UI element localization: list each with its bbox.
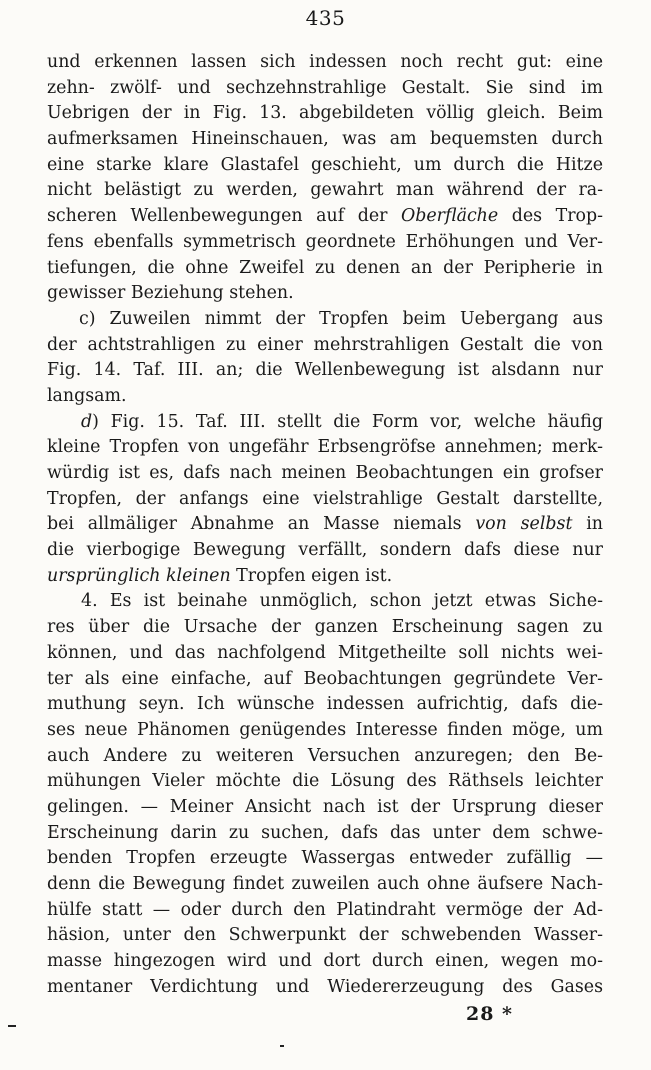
text-line <box>47 101 603 127</box>
text-line <box>47 744 603 770</box>
text-line <box>47 410 603 436</box>
text-segment: c) Zuweilen nimmt der Tropfen beim Uebergang aus <box>79 308 603 329</box>
text-segment: ter als eine einfache, auf Beobachtungen gegründete Ver- <box>47 668 603 689</box>
italic-text: Oberfläche <box>400 206 499 227</box>
text-line <box>47 76 603 102</box>
text-line <box>47 204 603 230</box>
text-line <box>47 923 603 949</box>
text-segment: langsam. <box>47 385 127 406</box>
scan-mark <box>8 1025 16 1027</box>
text-segment: gewisser Beziehung stehen. <box>47 283 294 304</box>
text-line <box>47 50 603 76</box>
text-line <box>47 692 603 718</box>
text-segment: der achtstrahligen zu einer mehrstrahligen Gestalt die von <box>47 334 603 355</box>
italic-text: von selbst <box>475 514 573 535</box>
text-line <box>47 384 603 410</box>
text-line <box>47 898 603 924</box>
text-line <box>47 872 603 898</box>
text-segment: benden Tropfen erzeugte Wassergas entweder zufällig — <box>47 848 603 869</box>
text-segment: Erscheinung darin zu suchen, dafs das unter dem schwe- <box>47 822 603 843</box>
text-segment: würdig ist es, dafs nach meinen Beobachtungen ein grofser <box>47 463 603 483</box>
text-line <box>47 461 603 487</box>
text-line <box>47 307 603 333</box>
text-segment: zehn- zwölf- und sechzehnstrahlige Gestalt. Sie sind im <box>47 77 603 98</box>
text-segment: in <box>572 514 603 535</box>
text-line <box>47 256 603 282</box>
text-line <box>47 538 603 564</box>
text-segment: gelingen. — Meiner Ansicht nach ist der Ursprung dieser <box>47 796 603 817</box>
text-segment: mentaner Verdichtung und Wiedererzeugung des Gases <box>47 976 603 997</box>
text-line <box>47 641 603 667</box>
text-line <box>47 178 603 204</box>
text-line <box>47 127 603 153</box>
text-segment: Fig. 14. Taf. III. an; die Wellenbewegung ist alsdann nur <box>47 360 603 381</box>
text-segment: Tropfen eigen ist. <box>230 565 393 586</box>
text-segment: ses neue Phänomen genügendes Interesse finden möge, um <box>47 719 603 740</box>
text-segment: muthung seyn. Ich wünsche indessen aufrichtig, dafs die- <box>47 694 603 715</box>
text-line <box>47 487 603 513</box>
text-line <box>47 667 603 693</box>
text-segment: nicht belästigt zu werden, gewahrt man während der ra- <box>47 180 603 201</box>
text-line <box>47 435 603 461</box>
text-segment: fens ebenfalls symmetrisch geordnete Erhöhungen und Ver- <box>47 231 603 252</box>
text-segment: scheren Wellenbewegungen auf der <box>47 206 401 227</box>
text-segment: die vierbogige Bewegung verfällt, sondern dafs diese nur <box>47 540 603 561</box>
text-segment: 4. Es ist beinahe unmöglich, schon jetzt etwas Siche- <box>81 591 603 612</box>
text-segment: und erkennen lassen sich indessen noch recht gut: eine <box>47 52 603 72</box>
text-segment: aufmerksamen Hineinschauen, was am bequemsten durch <box>47 129 603 150</box>
text-segment: denn die Bewegung findet zuweilen auch ohne äufsere Nach- <box>47 874 603 894</box>
text-segment: kleine Tropfen von ungefähr Erbsengröfse annehmen; merk- <box>47 437 603 458</box>
scan-mark <box>280 1045 284 1047</box>
text-segment: bei allmäliger Abnahme an Masse niemals <box>47 514 476 535</box>
text-segment: res über die Ursache der ganzen Erscheinung sagen zu <box>47 617 603 638</box>
text-line <box>47 975 603 1001</box>
page-number: 435 <box>305 6 346 30</box>
text-line <box>47 846 603 872</box>
text-line <box>47 564 603 590</box>
text-line <box>47 333 603 359</box>
text-segment: mühungen Vieler möchte die Lösung des Räthsels leichter <box>47 771 603 792</box>
text-line <box>47 281 603 307</box>
text-segment: des Trop- <box>498 206 603 227</box>
text-line <box>47 769 603 795</box>
text-segment: häsion, unter den Schwerpunkt der schwebenden Wasser- <box>47 925 603 946</box>
text-line <box>47 615 603 641</box>
text-line <box>47 512 603 538</box>
text-segment: ) Fig. 15. Taf. III. stellt die Form vor, welche häufig <box>92 411 603 432</box>
text-line <box>47 949 603 975</box>
text-line <box>47 821 603 847</box>
body-text <box>47 50 603 1000</box>
italic-text: ursprünglich kleinen <box>47 565 231 586</box>
printer-signature: 28 * <box>466 1003 513 1025</box>
text-line <box>47 358 603 384</box>
text-line <box>47 795 603 821</box>
text-segment: Tropfen, der anfangs eine vielstrahlige Gestalt darstellte, <box>47 488 603 509</box>
text-line <box>47 589 603 615</box>
text-segment: Uebrigen der in Fig. 13. abgebildeten völlig gleich. Beim <box>47 103 603 124</box>
text-line <box>47 153 603 179</box>
text-line <box>47 718 603 744</box>
text-line <box>47 230 603 256</box>
text-segment: tiefungen, die ohne Zweifel zu denen an der Peripherie in <box>47 257 603 278</box>
text-segment: auch Andere zu weiteren Versuchen anzuregen; den Be- <box>47 745 603 766</box>
text-segment: eine starke klare Glastafel geschieht, um durch die Hitze <box>47 154 603 175</box>
text-segment: können, und das nachfolgend Mitgetheilte soll nichts wei- <box>47 642 603 663</box>
text-segment: hülfe statt — oder durch den Platindraht vermöge der Ad- <box>47 899 603 920</box>
text-segment: masse hingezogen wird und dort durch einen, wegen mo- <box>47 951 603 972</box>
italic-text: d <box>81 411 93 432</box>
